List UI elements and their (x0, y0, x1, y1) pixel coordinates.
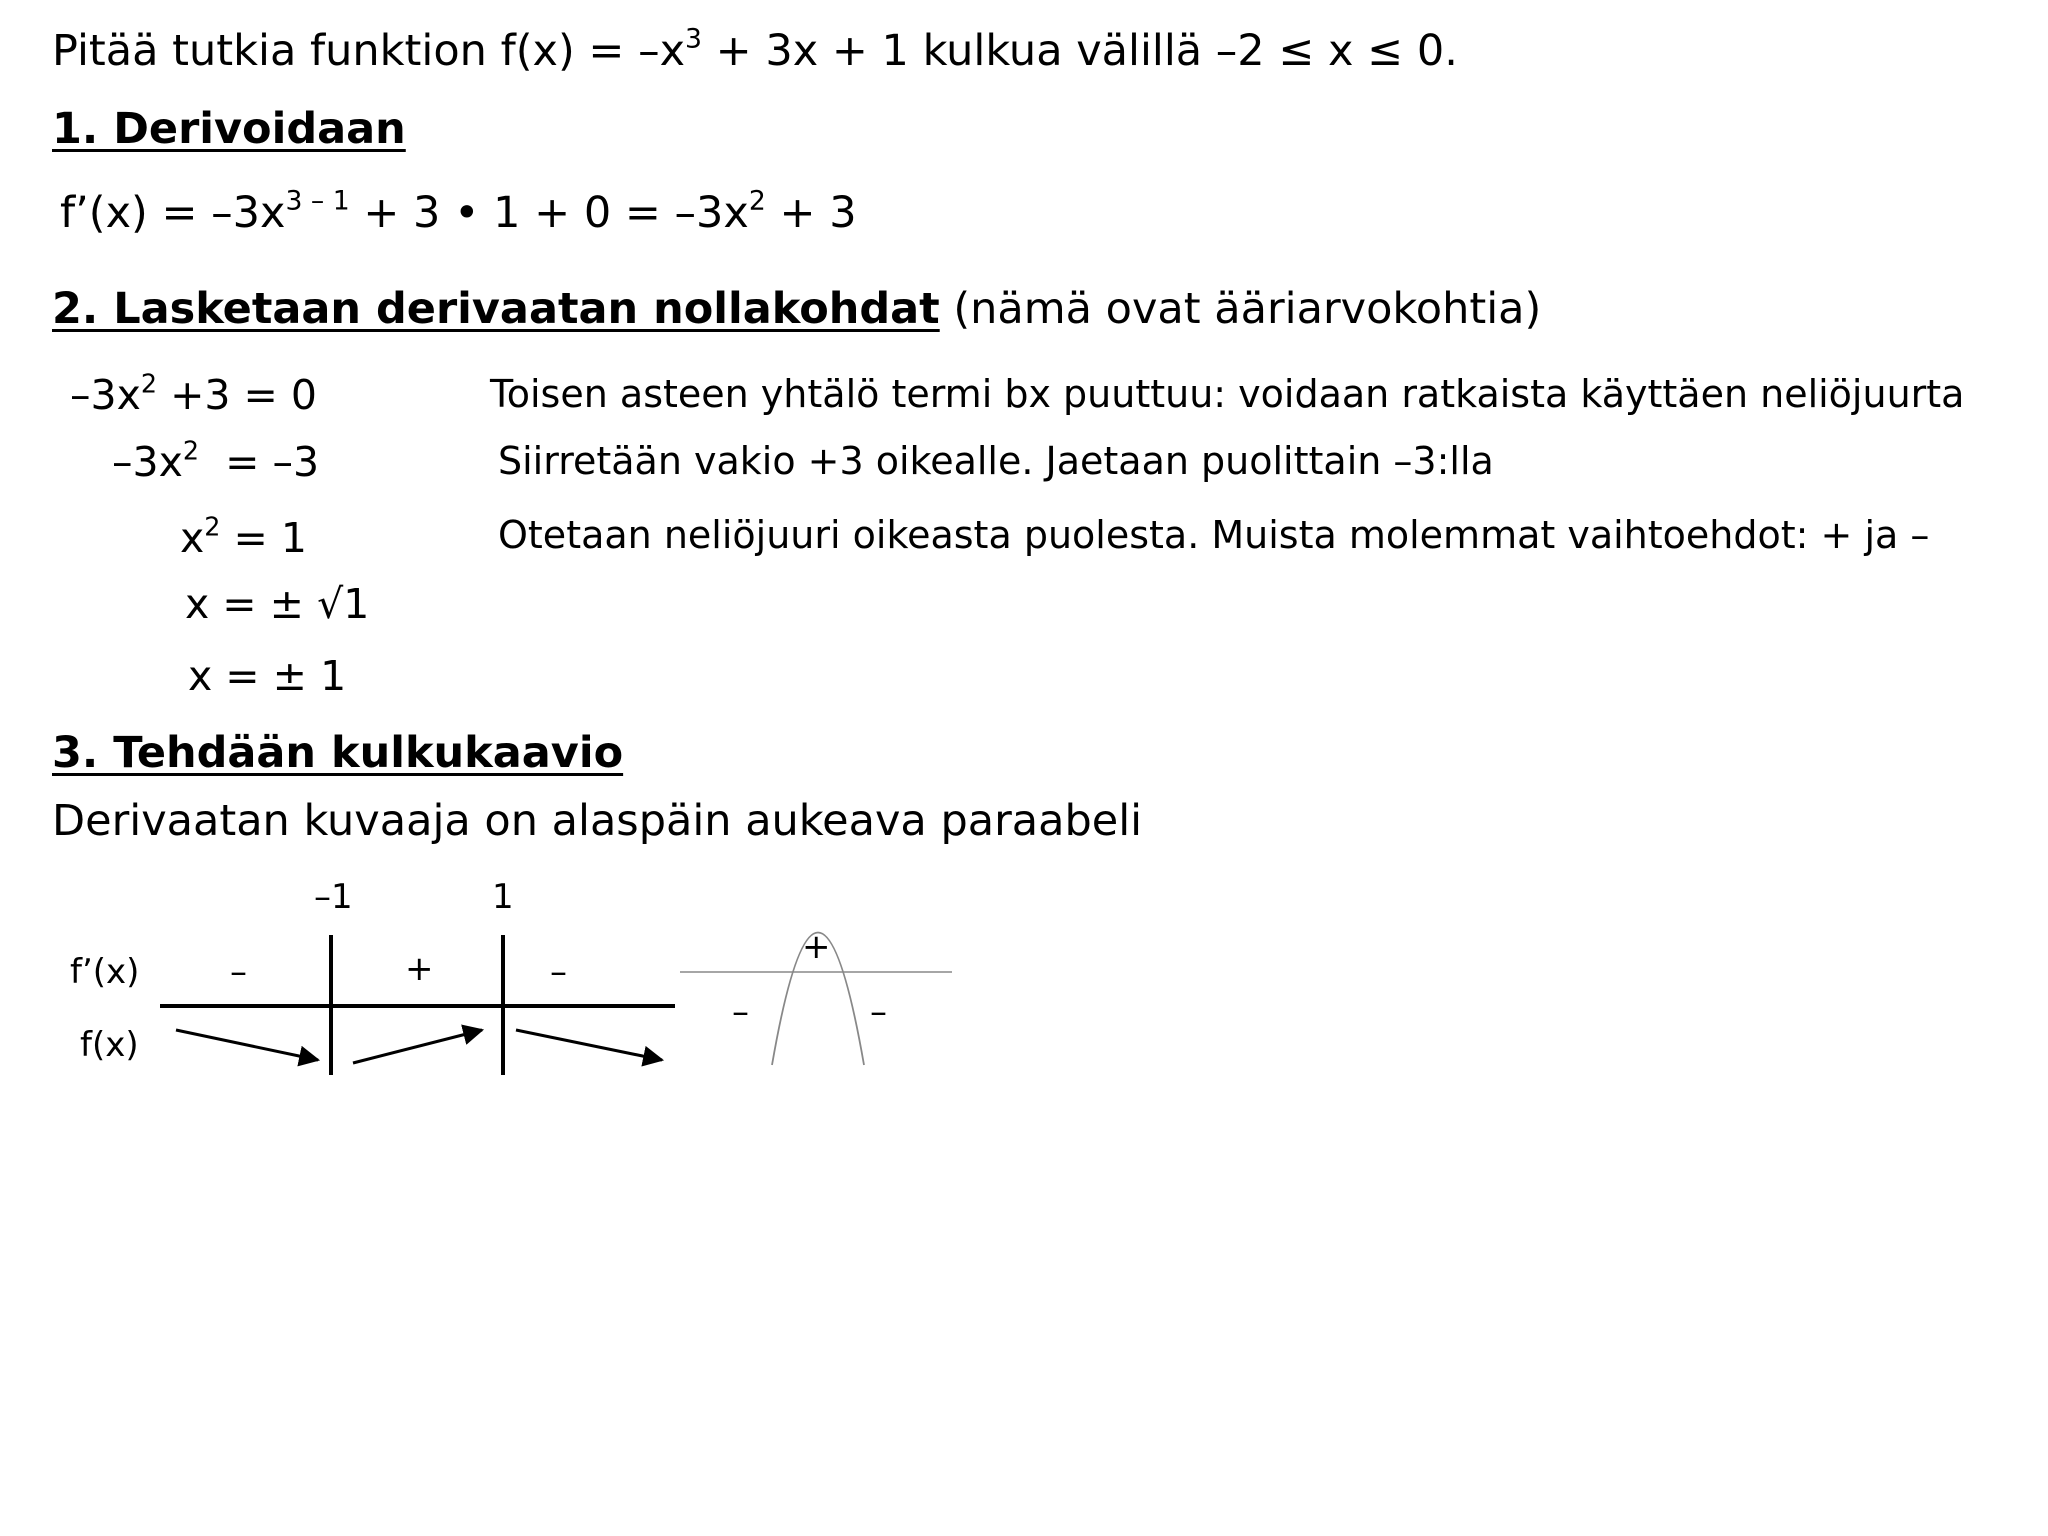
section2-heading-note: (nämä ovat ääriarvokohtia) (939, 284, 1542, 334)
row-label-derivative: f’(x) (70, 952, 140, 992)
intro-text-b: + 3x + 1 kulkua välillä –2 ≤ x ≤ 0. (702, 26, 1458, 76)
increasing-arrow (353, 1030, 482, 1063)
equation-step-5: x = ± 1 (188, 652, 347, 700)
row-label-function: f(x) (80, 1025, 139, 1065)
step-3-rhs: = 1 (220, 514, 307, 562)
step-3-exponent: 2 (204, 511, 221, 542)
step-1-lhs: –3x (70, 371, 141, 419)
decreasing-arrow-1 (176, 1030, 318, 1060)
step-1-rhs: +3 = 0 (157, 371, 318, 419)
parabola-right-minus: – (870, 992, 887, 1032)
section3-heading: 3. Tehdään kulkukaavio (52, 728, 624, 778)
step-1-note: Toisen asteen yhtälö termi bx puuttuu: voidaan ratkaista käyttäen neliöjuurta (490, 372, 1965, 416)
equation-step-4: x = ± √1 (185, 580, 370, 628)
derivative-exponent-2: 2 (748, 185, 766, 217)
decreasing-arrow-2 (516, 1030, 662, 1060)
derivative-part-b: + 3 • 1 + 0 = –3x (349, 188, 749, 238)
intro-exponent: 3 (685, 23, 703, 55)
step-1-exponent: 2 (140, 368, 158, 399)
section1-heading: 1. Derivoidaan (52, 104, 406, 154)
sign-interval-2: + (405, 949, 434, 989)
parabola-plus-sign: + (802, 927, 831, 967)
derivative-part-a: f’(x) = –3x (60, 188, 286, 238)
step-3-note: Otetaan neliöjuuri oikeasta puolesta. Muista molemmat vaihtoehdot: + ja – (498, 513, 1930, 557)
intro-text-a: Pitää tutkia funktion f(x) = –x (52, 26, 686, 76)
parabola-left-minus: – (732, 992, 749, 1032)
section2-heading: 2. Lasketaan derivaatan nollakohdat (52, 284, 940, 334)
parabola-curve (772, 933, 864, 1066)
section3-text: Derivaatan kuvaaja on alaspäin aukeava paraabeli (52, 796, 1143, 846)
step-2-lhs: –3x (112, 438, 183, 486)
step-2-rhs: = –3 (199, 438, 320, 486)
step-2-note: Siirretään vakio +3 oikealle. Jaetaan puolittain –3:lla (498, 439, 1494, 483)
sign-interval-1: – (230, 952, 247, 992)
col-label-minus-one: –1 (314, 877, 353, 917)
step-3-lhs: x (180, 514, 205, 562)
step-2-exponent: 2 (182, 435, 200, 466)
col-label-one: 1 (492, 877, 514, 917)
sign-interval-3: – (550, 952, 567, 992)
derivative-part-c: + 3 (765, 188, 857, 238)
derivative-exponent: 3 – 1 (285, 185, 350, 217)
